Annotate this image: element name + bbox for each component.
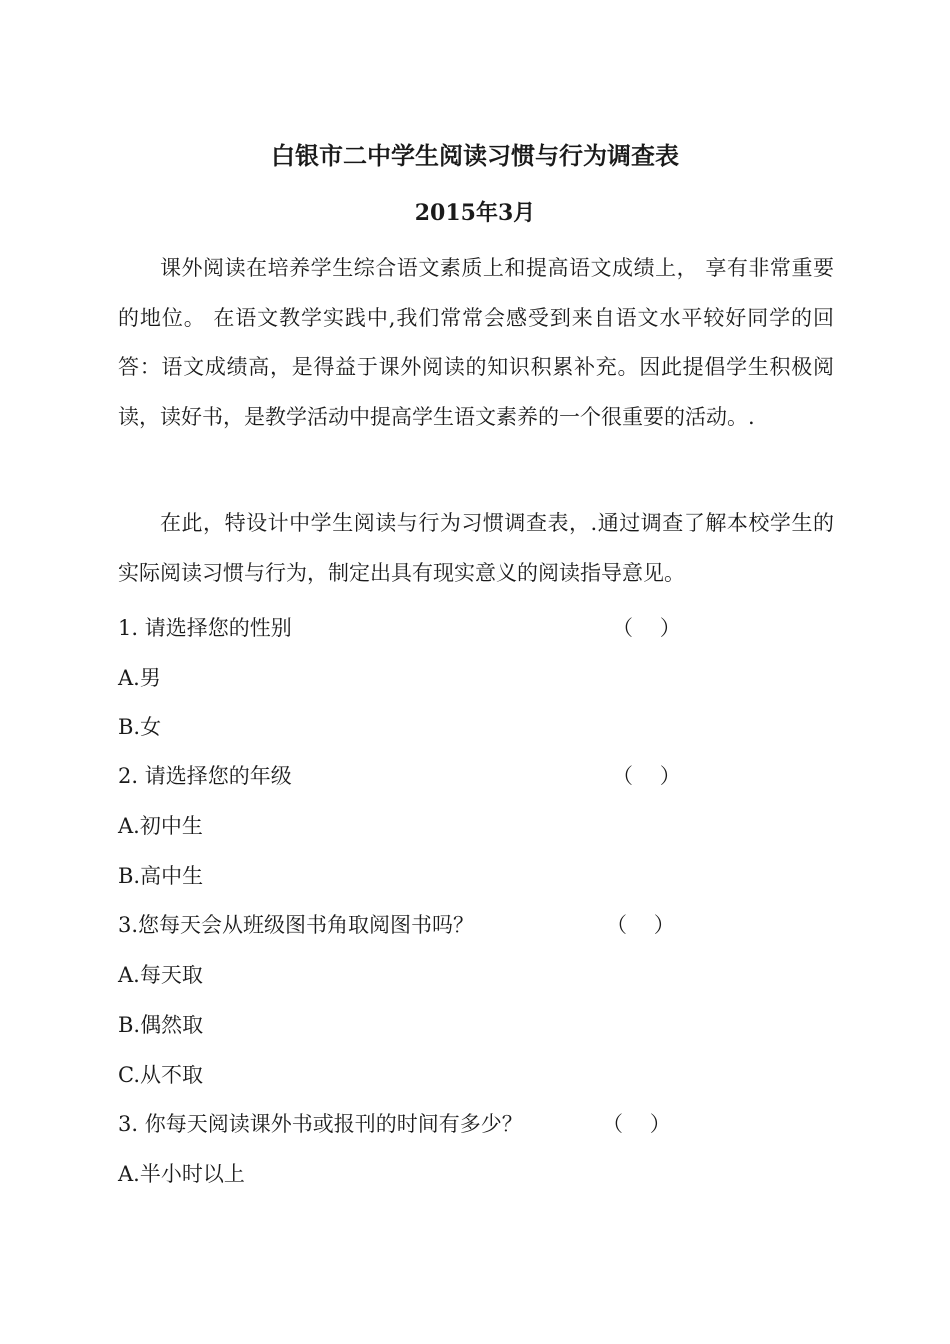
question-text: 1. 请选择您的性别: [118, 616, 292, 640]
intro-paragraph-1: 课外阅读在培养学生综合语文素质上和提高语文成绩上， 享有非常重要的地位。 在语文教学实践中,我们常常会感受到来自语文水平较好同学的回答：语文成绩高，是得益于课外阅读的知识积累补充。因此提倡学生积极阅读，读好书，是教学活动中提高学生语文素养的一个很重要的活动。.: [118, 256, 834, 429]
question-1: [118, 613, 292, 643]
answer-blank: （ ）: [602, 1112, 671, 1136]
answer-blank: （ ）: [612, 616, 681, 640]
question-3: [118, 910, 474, 940]
question-4: [118, 1109, 523, 1139]
question-text: 3.您每天会从班级图书角取阅图书吗？: [118, 913, 475, 937]
option-item: B.偶然取: [118, 1013, 204, 1037]
document-date: 2015年3月: [414, 200, 536, 226]
option-item: B.女: [118, 715, 162, 739]
option-item: A.半小时以上: [118, 1162, 245, 1186]
option-item: A.每天取: [118, 963, 203, 987]
document-title: 白银市二中学生阅读习惯与行为调查表: [271, 141, 679, 170]
answer-blank: （ ）: [606, 913, 675, 937]
question-text: 2. 请选择您的年级: [118, 764, 292, 788]
option-item: A.初中生: [118, 814, 203, 838]
answer-blank: （ ）: [612, 764, 681, 788]
option-item: C.从不取: [118, 1063, 203, 1087]
question-text: 3. 你每天阅读课外书或报刊的时间有多少？: [118, 1112, 523, 1136]
question-2: [118, 761, 292, 791]
intro-paragraph-2: 在此，特设计中学生阅读与行为习惯调查表，.通过调查了解本校学生的实际阅读习惯与行为，制定出具有现实意义的阅读指导意见。: [118, 511, 834, 585]
option-item: A.男: [118, 666, 161, 690]
option-item: B.高中生: [118, 864, 204, 888]
